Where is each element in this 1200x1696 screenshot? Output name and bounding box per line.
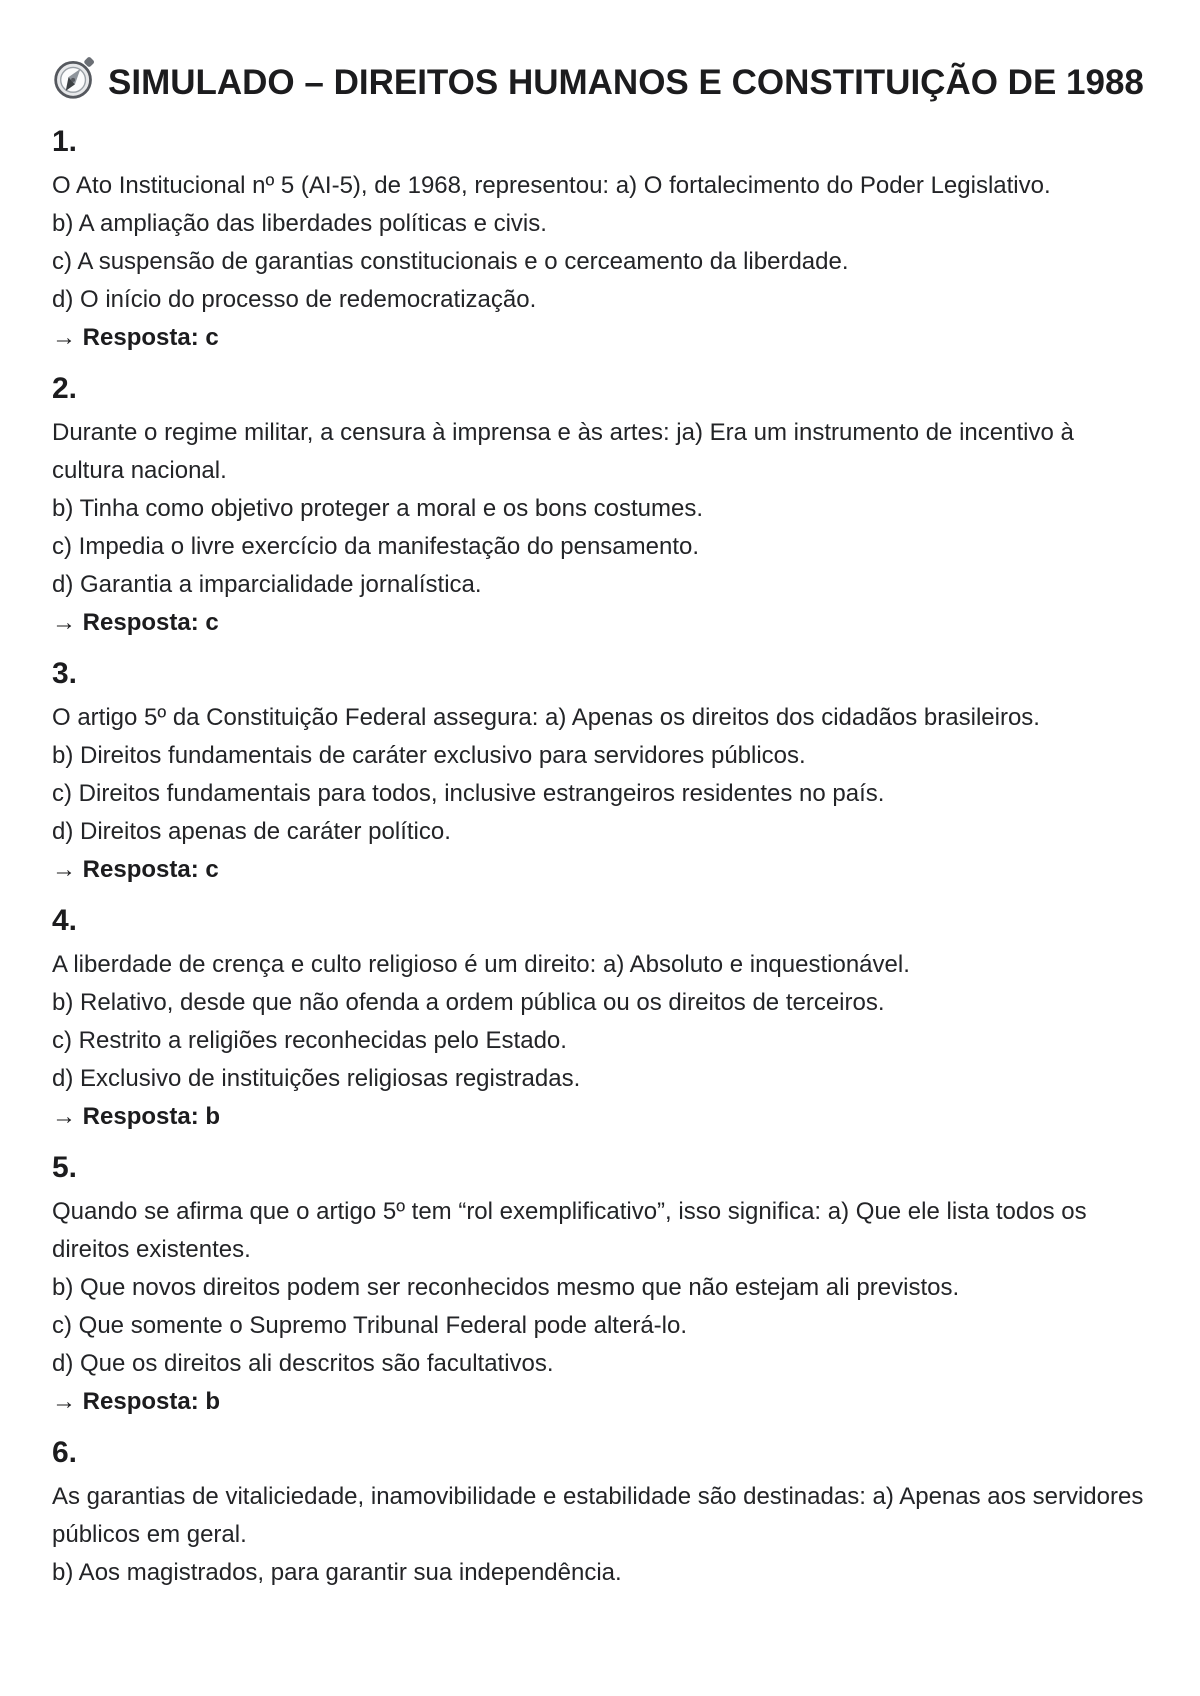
question-line: A liberdade de crença e culto religioso é um direito: a) Absoluto e inquestionável. — [52, 951, 910, 979]
answer-line: → Resposta: b — [52, 1103, 221, 1131]
question-lines — [52, 167, 1148, 319]
question-block — [52, 1433, 1148, 1592]
question-line: c) Restrito a religiões reconhecidas pelo Estado. — [52, 1027, 567, 1055]
question-lines — [52, 699, 1148, 851]
answer-line: → Resposta: c — [52, 609, 219, 637]
question-lines — [52, 1193, 1148, 1383]
question-block — [52, 369, 1148, 642]
question-line: b) Tinha como objetivo proteger a moral e os bons costumes. — [52, 495, 703, 523]
question-block — [52, 1148, 1148, 1421]
page-title — [52, 56, 1148, 110]
question-line: b) Aos magistrados, para garantir sua independência. — [52, 1559, 622, 1587]
question-line: d) O início do processo de redemocratização. — [52, 286, 537, 314]
question-block — [52, 901, 1148, 1136]
answer-line: → Resposta: b — [52, 1388, 221, 1416]
question-lines — [52, 946, 1148, 1098]
question-line: As garantias de vitaliciedade, inamovibilidade e estabilidade são destinadas: a) Apenas aos servidores públicos em geral. — [52, 1483, 1144, 1549]
question-number: 3. — [52, 657, 78, 691]
question-block — [52, 122, 1148, 357]
question-number: 4. — [52, 904, 78, 938]
compass-icon — [52, 56, 96, 100]
question-line: Quando se afirma que o artigo 5º tem “rol exemplificativo”, isso significa: a) Que ele lista todos os direitos existentes. — [52, 1198, 1087, 1264]
question-lines — [52, 1478, 1148, 1592]
question-number: 1. — [52, 125, 78, 159]
question-line: O Ato Institucional nº 5 (AI-5), de 1968, representou: a) O fortalecimento do Poder Legislativo. — [52, 172, 1051, 200]
question-number: 6. — [52, 1436, 78, 1470]
question-line: d) Que os direitos ali descritos são facultativos. — [52, 1350, 554, 1378]
question-line: c) A suspensão de garantias constitucionais e o cerceamento da liberdade. — [52, 248, 849, 276]
questions — [52, 122, 1148, 1592]
question-line: c) Que somente o Supremo Tribunal Federal pode alterá-lo. — [52, 1312, 688, 1340]
question-line: d) Garantia a imparcialidade jornalística. — [52, 571, 482, 599]
question-line: b) Relativo, desde que não ofenda a ordem pública ou os direitos de terceiros. — [52, 989, 885, 1017]
question-number: 5. — [52, 1151, 78, 1185]
question-line: c) Impedia o livre exercício da manifestação do pensamento. — [52, 533, 700, 561]
answer-line: → Resposta: c — [52, 856, 219, 884]
question-line: Durante o regime militar, a censura à imprensa e às artes: ja) Era um instrumento de incentivo à cultura nacional. — [52, 419, 1074, 485]
question-line: c) Direitos fundamentais para todos, inclusive estrangeiros residentes no país. — [52, 780, 885, 808]
question-lines — [52, 414, 1148, 604]
question-line: O artigo 5º da Constituição Federal assegura: a) Apenas os direitos dos cidadãos brasileiros. — [52, 704, 1040, 732]
question-block — [52, 654, 1148, 889]
question-number: 2. — [52, 372, 78, 406]
question-line: b) Que novos direitos podem ser reconhecidos mesmo que não estejam ali previstos. — [52, 1274, 960, 1302]
question-line: b) Direitos fundamentais de caráter exclusivo para servidores públicos. — [52, 742, 806, 770]
page-title-text: SIMULADO – DIREITOS HUMANOS E CONSTITUIÇÃO DE 1988 — [108, 63, 1144, 102]
question-line: d) Exclusivo de instituições religiosas registradas. — [52, 1065, 581, 1093]
question-line: b) A ampliação das liberdades políticas e civis. — [52, 210, 547, 238]
answer-line: → Resposta: c — [52, 324, 219, 352]
question-line: d) Direitos apenas de caráter político. — [52, 818, 451, 846]
